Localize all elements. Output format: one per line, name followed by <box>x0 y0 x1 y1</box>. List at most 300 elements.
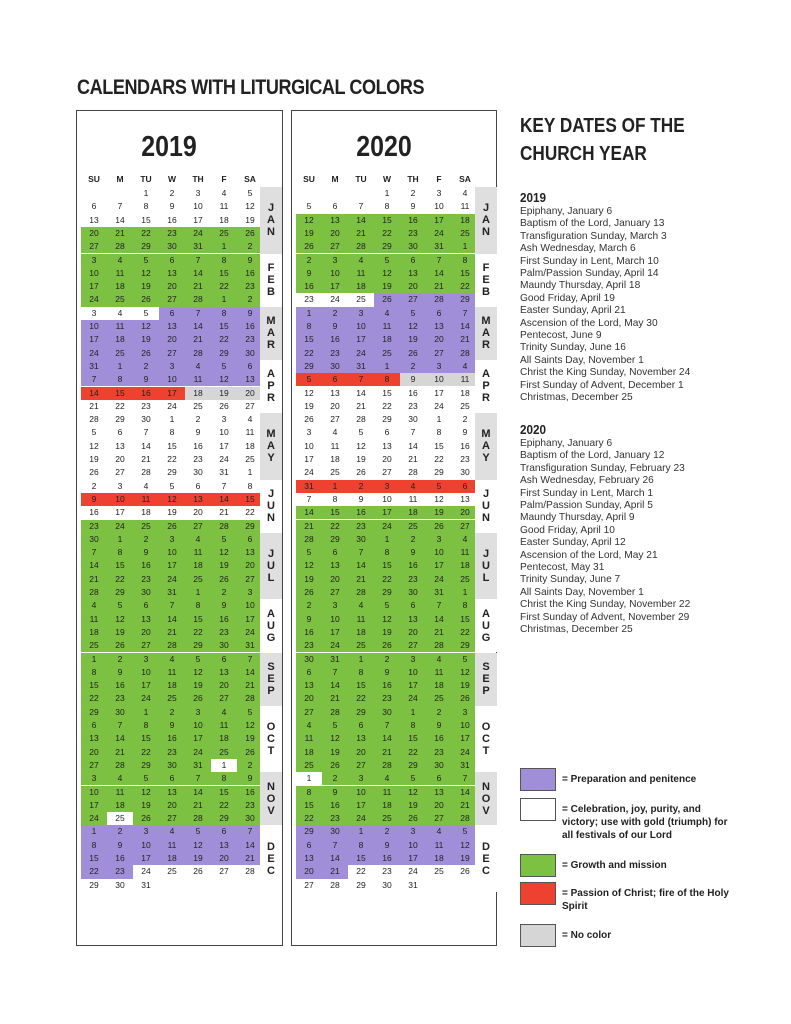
day-cell: 16 <box>159 214 185 227</box>
week-row <box>292 254 475 267</box>
month-letter: N <box>267 226 275 239</box>
day-cell: 7 <box>237 653 263 666</box>
day-cell: 23 <box>374 692 400 705</box>
day-cell: 17 <box>296 453 322 466</box>
day-cell: 16 <box>452 440 478 453</box>
week-row <box>292 852 475 865</box>
day-cell: 3 <box>400 825 426 838</box>
day-cell: 11 <box>211 200 237 213</box>
day-cell: 10 <box>159 373 185 386</box>
month-letter: E <box>482 673 490 686</box>
day-cell: 20 <box>211 852 237 865</box>
day-cell: 23 <box>400 227 426 240</box>
day-cell: 7 <box>322 839 348 852</box>
day-cell: 31 <box>237 639 263 652</box>
week-row <box>292 626 475 639</box>
day-cell: 12 <box>400 320 426 333</box>
week-row <box>77 759 260 772</box>
day-cell: 4 <box>159 653 185 666</box>
day-cell: 9 <box>159 719 185 732</box>
day-cell: 30 <box>322 360 348 373</box>
week-row <box>77 200 260 213</box>
day-cell: 7 <box>185 772 211 785</box>
day-cell: 30 <box>107 706 133 719</box>
day-cell: 4 <box>426 653 452 666</box>
day-cell: 12 <box>237 200 263 213</box>
day-cell: 23 <box>133 400 159 413</box>
day-cell: 9 <box>348 493 374 506</box>
day-cell: 20 <box>159 799 185 812</box>
week-row <box>292 719 475 732</box>
day-cell: 7 <box>185 254 211 267</box>
day-cell: 27 <box>452 520 478 533</box>
week-row <box>77 666 260 679</box>
day-cell: 22 <box>211 799 237 812</box>
day-cell: 30 <box>107 879 133 892</box>
day-cell: 25 <box>159 865 185 878</box>
day-cell: 22 <box>374 400 400 413</box>
day-cell: 14 <box>348 387 374 400</box>
month-letter: O <box>481 792 491 805</box>
day-cell: 24 <box>348 347 374 360</box>
day-cell: 12 <box>374 613 400 626</box>
week-row <box>77 267 260 280</box>
day-cell: 20 <box>237 387 263 400</box>
week-row <box>292 533 475 546</box>
month-letter: Y <box>482 452 490 465</box>
day-cell: 31 <box>452 759 478 772</box>
year-heading: 2019 <box>141 131 197 163</box>
day-cell: 18 <box>107 280 133 293</box>
month-letter: F <box>267 262 275 275</box>
day-cell: 5 <box>296 200 322 213</box>
day-cell: 2 <box>107 653 133 666</box>
day-cell: 28 <box>400 466 426 479</box>
day-cell: 30 <box>159 240 185 253</box>
day-cell: 9 <box>237 772 263 785</box>
week-row <box>292 839 475 852</box>
month-letter: T <box>482 744 490 757</box>
month-letter: A <box>482 368 490 381</box>
day-cell: 7 <box>81 546 107 559</box>
day-cell: 2 <box>237 759 263 772</box>
day-cell: 25 <box>452 573 478 586</box>
day-cell: 17 <box>81 799 107 812</box>
month-letter: U <box>482 619 490 632</box>
week-row <box>292 559 475 572</box>
day-cell: 18 <box>159 852 185 865</box>
day-cell: 23 <box>374 865 400 878</box>
day-cell: 10 <box>296 440 322 453</box>
week-row <box>77 347 260 360</box>
day-header: M <box>331 174 339 184</box>
day-cell: 5 <box>237 706 263 719</box>
day-cell: 29 <box>81 706 107 719</box>
day-cell: 26 <box>296 586 322 599</box>
day-cell: 30 <box>211 639 237 652</box>
day-cell: 26 <box>159 520 185 533</box>
day-cell: 22 <box>81 692 107 705</box>
day-cell: 21 <box>81 400 107 413</box>
day-cell: 12 <box>426 493 452 506</box>
day-cell: 2 <box>237 293 263 306</box>
month-letter: B <box>267 286 275 299</box>
week-row <box>292 373 475 386</box>
day-cell: 22 <box>237 506 263 519</box>
day-cell: 10 <box>400 839 426 852</box>
day-cell: 12 <box>400 786 426 799</box>
day-cell: 10 <box>81 320 107 333</box>
week-row <box>77 799 260 812</box>
day-cell: 17 <box>426 559 452 572</box>
day-cell: 2 <box>133 533 159 546</box>
month-letter: N <box>267 780 275 793</box>
day-cell: 3 <box>133 825 159 838</box>
month-label-jul <box>475 533 497 600</box>
day-cell: 25 <box>81 639 107 652</box>
day-cell: 25 <box>133 520 159 533</box>
day-cell: 6 <box>296 666 322 679</box>
day-cell: 15 <box>296 799 322 812</box>
day-cell: 26 <box>237 227 263 240</box>
day-cell: 1 <box>133 187 159 200</box>
day-cell: 4 <box>348 254 374 267</box>
day-cell: 2 <box>159 187 185 200</box>
day-cell: 26 <box>133 347 159 360</box>
day-cell: 14 <box>374 732 400 745</box>
day-cell: 6 <box>296 839 322 852</box>
day-cell: 19 <box>107 626 133 639</box>
day-cell: 19 <box>133 799 159 812</box>
day-cell: 30 <box>426 759 452 772</box>
day-cell: 18 <box>185 559 211 572</box>
day-cell: 3 <box>348 307 374 320</box>
day-cell: 18 <box>452 214 478 227</box>
day-cell: 8 <box>211 307 237 320</box>
day-cell: 16 <box>374 852 400 865</box>
day-cell: 23 <box>81 520 107 533</box>
day-cell: 14 <box>81 559 107 572</box>
day-cell: 31 <box>426 586 452 599</box>
day-cell: 26 <box>452 865 478 878</box>
day-cell: 21 <box>348 573 374 586</box>
day-cell: 24 <box>452 746 478 759</box>
day-cell: 25 <box>159 692 185 705</box>
day-cell: 12 <box>185 839 211 852</box>
legend-label: = No color <box>562 930 612 941</box>
day-cell: 22 <box>107 573 133 586</box>
day-cell: 14 <box>452 320 478 333</box>
day-cell: 29 <box>374 413 400 426</box>
day-cell: 25 <box>322 466 348 479</box>
day-cell: 2 <box>322 307 348 320</box>
day-cell: 19 <box>159 506 185 519</box>
day-cell: 27 <box>400 639 426 652</box>
day-cell: 4 <box>322 426 348 439</box>
day-cell: 13 <box>237 546 263 559</box>
day-cell: 30 <box>400 240 426 253</box>
day-cell: 18 <box>374 799 400 812</box>
day-cell: 5 <box>348 426 374 439</box>
day-cell: 14 <box>452 786 478 799</box>
day-cell: 7 <box>452 772 478 785</box>
day-cell: 16 <box>237 320 263 333</box>
day-cell: 2 <box>452 413 478 426</box>
day-cell: 5 <box>159 480 185 493</box>
day-header: SU <box>88 174 100 184</box>
day-cell: 9 <box>374 666 400 679</box>
day-cell: 14 <box>322 852 348 865</box>
day-cell: 4 <box>133 480 159 493</box>
month-label-dec <box>475 825 497 892</box>
key-date-item: Transfiguration Sunday, February 23 <box>520 462 685 474</box>
day-cell: 4 <box>296 719 322 732</box>
day-cell: 17 <box>400 679 426 692</box>
day-cell: 6 <box>185 480 211 493</box>
day-cell: 17 <box>426 387 452 400</box>
day-cell: 2 <box>400 187 426 200</box>
day-cell: 6 <box>81 719 107 732</box>
day-header: M <box>116 174 124 184</box>
day-cell: 3 <box>237 586 263 599</box>
day-cell: 24 <box>107 520 133 533</box>
day-cell: 12 <box>211 546 237 559</box>
day-cell: 12 <box>296 387 322 400</box>
day-cell: 27 <box>133 639 159 652</box>
calendar-2019 <box>76 110 283 946</box>
day-cell: 16 <box>348 506 374 519</box>
day-cell: 21 <box>185 799 211 812</box>
day-cell: 23 <box>211 626 237 639</box>
day-cell: 28 <box>348 586 374 599</box>
day-cell: 15 <box>185 613 211 626</box>
day-cell: 2 <box>400 360 426 373</box>
month-letter: R <box>482 339 490 352</box>
day-cell: 20 <box>322 573 348 586</box>
day-cell: 2 <box>81 480 107 493</box>
day-cell: 19 <box>133 333 159 346</box>
key-year-2020: 2020 <box>520 422 547 437</box>
day-cell: 21 <box>322 865 348 878</box>
day-cell: 10 <box>159 546 185 559</box>
month-label-jan <box>260 187 282 254</box>
day-cell: 1 <box>374 187 400 200</box>
week-row <box>292 666 475 679</box>
color-legend <box>520 768 770 958</box>
day-cell: 21 <box>426 280 452 293</box>
day-cell: 8 <box>81 666 107 679</box>
day-cell: 25 <box>426 692 452 705</box>
day-cell: 26 <box>133 293 159 306</box>
key-date-item: Ash Wednesday, February 26 <box>520 475 654 487</box>
day-cell: 20 <box>133 626 159 639</box>
day-cell: 18 <box>322 453 348 466</box>
month-letter: M <box>481 315 491 328</box>
day-cell: 29 <box>107 413 133 426</box>
day-cell: 24 <box>374 520 400 533</box>
month-letter: P <box>267 685 275 698</box>
day-cell: 19 <box>400 799 426 812</box>
day-cell: 1 <box>400 706 426 719</box>
key-dates-title-line: CHURCH YEAR <box>520 143 647 165</box>
month-label-sep <box>260 653 282 706</box>
day-cell: 18 <box>452 387 478 400</box>
key-date-item: Christ the King Sunday, November 24 <box>520 367 691 379</box>
week-row <box>292 586 475 599</box>
week-row <box>77 453 260 466</box>
week-row <box>292 879 475 892</box>
day-cell: 4 <box>107 772 133 785</box>
day-cell: 8 <box>159 426 185 439</box>
day-cell: 30 <box>237 812 263 825</box>
key-date-item: Trinity Sunday, June 7 <box>520 574 621 586</box>
day-cell: 15 <box>107 387 133 400</box>
day-cell: 22 <box>374 573 400 586</box>
day-cell: 15 <box>296 333 322 346</box>
day-header: W <box>167 174 177 184</box>
key-date-item: Easter Sunday, April 21 <box>520 305 626 317</box>
day-cell: 3 <box>81 307 107 320</box>
day-cell: 12 <box>211 373 237 386</box>
day-cell: 3 <box>107 480 133 493</box>
day-cell: 28 <box>107 759 133 772</box>
day-cell: 10 <box>322 267 348 280</box>
day-cell: 18 <box>296 746 322 759</box>
month-letter: O <box>481 720 491 733</box>
week-row <box>77 679 260 692</box>
day-cell: 26 <box>237 746 263 759</box>
day-cell: 15 <box>107 559 133 572</box>
day-cell: 4 <box>426 825 452 838</box>
day-cell: 16 <box>237 786 263 799</box>
key-date-item: Maundy Thursday, April 18 <box>520 280 641 292</box>
day-cell: 22 <box>133 746 159 759</box>
day-cell: 8 <box>237 480 263 493</box>
week-row <box>77 865 260 878</box>
day-cell: 1 <box>374 360 400 373</box>
week-row <box>292 187 475 200</box>
day-cell: 16 <box>400 559 426 572</box>
key-date-item: First Sunday in Lent, March 1 <box>520 487 654 499</box>
day-cell: 13 <box>237 373 263 386</box>
day-cell: 25 <box>348 293 374 306</box>
day-cell: 6 <box>322 200 348 213</box>
month-letter: U <box>482 500 490 513</box>
day-cell: 14 <box>348 214 374 227</box>
day-cell: 24 <box>322 639 348 652</box>
day-cell: 2 <box>296 599 322 612</box>
month-letter: P <box>482 380 490 393</box>
week-row <box>77 187 260 200</box>
day-cell: 10 <box>185 200 211 213</box>
day-cell: 8 <box>426 426 452 439</box>
day-cell: 4 <box>452 533 478 546</box>
page-title: CALENDARS WITH LITURGICAL COLORS <box>77 76 425 99</box>
day-cell: 22 <box>107 400 133 413</box>
day-cell: 30 <box>400 586 426 599</box>
day-cell: 8 <box>211 254 237 267</box>
week-row <box>292 360 475 373</box>
week-row <box>292 746 475 759</box>
key-date-item: Maundy Thursday, April 9 <box>520 512 635 524</box>
day-cell: 21 <box>107 227 133 240</box>
day-cell: 26 <box>211 400 237 413</box>
day-cell: 26 <box>452 692 478 705</box>
week-row <box>292 759 475 772</box>
day-cell: 4 <box>107 307 133 320</box>
day-cell: 31 <box>133 879 159 892</box>
day-cell: 8 <box>348 666 374 679</box>
day-cell: 15 <box>400 732 426 745</box>
day-cell: 6 <box>374 426 400 439</box>
month-letter: P <box>267 380 275 393</box>
day-cell: 6 <box>159 254 185 267</box>
day-cell: 10 <box>426 546 452 559</box>
day-cell: 14 <box>185 320 211 333</box>
day-cell: 24 <box>348 812 374 825</box>
day-cell: 27 <box>348 759 374 772</box>
day-cell: 24 <box>159 573 185 586</box>
week-row <box>77 879 260 892</box>
day-cell: 1 <box>426 413 452 426</box>
day-cell: 20 <box>185 506 211 519</box>
month-letter: O <box>266 792 276 805</box>
day-cell: 26 <box>81 466 107 479</box>
day-cell: 30 <box>452 466 478 479</box>
day-cell: 24 <box>185 227 211 240</box>
key-dates-list-2020 <box>520 438 690 637</box>
week-row <box>77 839 260 852</box>
day-cell: 29 <box>296 360 322 373</box>
day-cell: 17 <box>107 506 133 519</box>
day-cell: 16 <box>81 506 107 519</box>
day-cell: 12 <box>159 493 185 506</box>
day-cell: 9 <box>81 493 107 506</box>
day-cell: 26 <box>426 520 452 533</box>
day-cell: 21 <box>185 333 211 346</box>
day-cell: 12 <box>296 559 322 572</box>
day-cell: 29 <box>452 293 478 306</box>
day-cell: 7 <box>237 825 263 838</box>
day-cell: 22 <box>296 347 322 360</box>
day-cell: 23 <box>296 293 322 306</box>
day-cell: 30 <box>159 759 185 772</box>
day-cell: 11 <box>348 267 374 280</box>
day-cell: 28 <box>81 413 107 426</box>
day-cell: 15 <box>237 493 263 506</box>
day-cell: 29 <box>374 586 400 599</box>
month-letter: R <box>482 392 490 405</box>
day-cell: 11 <box>452 373 478 386</box>
day-cell: 20 <box>322 400 348 413</box>
day-cell: 9 <box>107 839 133 852</box>
month-label-jun <box>475 480 497 533</box>
day-cell: 4 <box>185 533 211 546</box>
day-cell: 17 <box>81 333 107 346</box>
day-cell: 20 <box>348 746 374 759</box>
day-cell: 25 <box>452 400 478 413</box>
week-row <box>292 613 475 626</box>
week-row <box>77 426 260 439</box>
day-cell: 19 <box>211 559 237 572</box>
month-letter: A <box>267 368 275 381</box>
day-cell: 6 <box>107 426 133 439</box>
week-row <box>292 573 475 586</box>
key-date-item: First Sunday in Lent, March 10 <box>520 255 659 267</box>
day-cell: 5 <box>374 599 400 612</box>
day-cell: 26 <box>296 240 322 253</box>
day-cell: 15 <box>452 267 478 280</box>
